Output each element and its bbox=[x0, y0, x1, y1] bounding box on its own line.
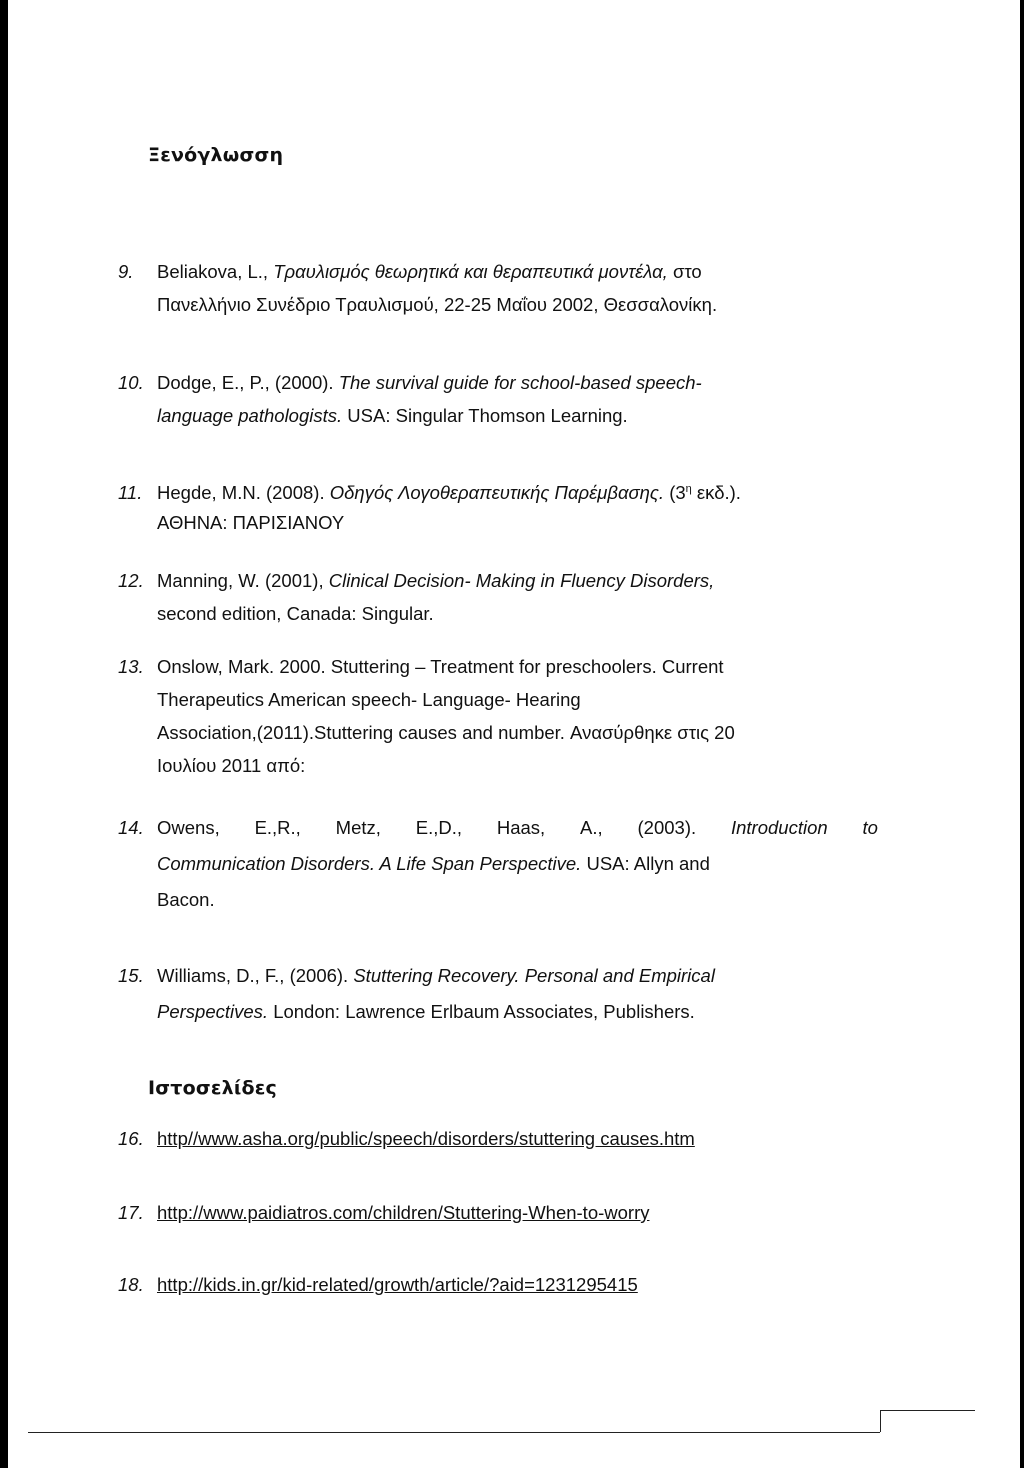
reference-13 bbox=[118, 650, 878, 782]
ref-author: Dodge, E., P., (2000). bbox=[157, 372, 334, 393]
ref-author: E.,D., bbox=[415, 817, 463, 838]
ref-text: Association,(2011).Stuttering causes and number. Ανασύρθηκε στις 20 bbox=[157, 722, 735, 743]
ref-publisher: ΑΘΗΝΑ: ΠΑΡΙΣΙΑΝΟΥ bbox=[157, 512, 345, 533]
ref-author: Owens, bbox=[157, 817, 220, 838]
ref-author: Manning, W. (2001), bbox=[157, 570, 324, 591]
ref-text: Πανελλήνιο Συνέδριο Τραυλισμού, 22-25 Μαΐου 2002, Θεσσαλονίκη. bbox=[157, 294, 718, 315]
ref-publisher: London: Lawrence Erlbaum Associates, Publishers. bbox=[273, 1001, 695, 1022]
ref-author: Beliakova, L., bbox=[157, 261, 269, 282]
ref-number: 9. bbox=[118, 261, 134, 282]
ref-number: 14. bbox=[118, 817, 144, 838]
ref-author: Williams, D., F., (2006). bbox=[157, 965, 349, 986]
document-page bbox=[8, 0, 1020, 1468]
reference-11 bbox=[118, 473, 878, 539]
ref-text: στο bbox=[672, 261, 702, 282]
ref-text: Therapeutics American speech- Language- Hearing bbox=[157, 689, 581, 710]
ref-text: Ιουλίου 2011 από: bbox=[157, 755, 306, 776]
footer-rule-bracket bbox=[880, 1410, 881, 1432]
reference-14 bbox=[118, 810, 878, 918]
reference-10 bbox=[118, 366, 878, 432]
reference-link[interactable]: http://www.paidiatros.com/children/Stuttering-When-to-worry bbox=[157, 1202, 650, 1223]
ref-title: Τραυλισμός θεωρητικά και θεραπευτικά μοντέλα, bbox=[273, 261, 668, 282]
reference-link[interactable]: http//www.asha.org/public/speech/disorders/stuttering causes.htm bbox=[157, 1128, 695, 1149]
ref-title: Introduction bbox=[730, 817, 828, 838]
ref-number: 10. bbox=[118, 372, 144, 393]
ref-author: Metz, bbox=[335, 817, 381, 838]
ref-number: 15. bbox=[118, 965, 144, 986]
section-heading-websites: Ιστοσελίδες bbox=[148, 1077, 277, 1099]
ref-title: language pathologists. bbox=[157, 405, 343, 426]
ref-text: Onslow, Mark. 2000. Stuttering – Treatment for preschoolers. Current bbox=[157, 656, 724, 677]
reference-12 bbox=[118, 564, 878, 630]
ref-title: Perspectives. bbox=[157, 1001, 269, 1022]
ref-publisher: USA: Allyn and bbox=[586, 853, 710, 874]
ref-number: 18. bbox=[118, 1274, 144, 1295]
ref-text: second edition, Canada: Singular. bbox=[157, 603, 434, 624]
section-heading-foreign: Ξενόγλωσση bbox=[148, 144, 284, 166]
reference-link[interactable]: http://kids.in.gr/kid-related/growth/article/?aid=1231295415 bbox=[157, 1274, 638, 1295]
ref-year: (2003). bbox=[637, 817, 697, 838]
ref-title: Stuttering Recovery. Personal and Empirical bbox=[353, 965, 715, 986]
footer-rule-top bbox=[880, 1410, 975, 1411]
ref-title: to bbox=[862, 817, 878, 838]
ref-number: 11. bbox=[118, 482, 143, 504]
ref-number: 16. bbox=[118, 1128, 144, 1149]
ref-author: Hegde, M.N. (2008). bbox=[157, 482, 325, 504]
ref-title: The survival guide for school-based speech- bbox=[338, 372, 702, 393]
ref-author: A., bbox=[580, 817, 603, 838]
reference-17 bbox=[118, 1196, 878, 1229]
ref-author: E.,R., bbox=[254, 817, 301, 838]
ref-title: Communication Disorders. A Life Span Perspective. bbox=[157, 853, 582, 874]
ref-number: 17. bbox=[118, 1202, 144, 1223]
ref-publisher: USA: Singular Thomson Learning. bbox=[347, 405, 628, 426]
footer-rule bbox=[28, 1432, 880, 1433]
ref-title: Οδηγός Λογοθεραπευτικής Παρέμβασης. bbox=[329, 482, 665, 504]
ref-title: Clinical Decision- Making in Fluency Disorders, bbox=[328, 570, 715, 591]
reference-18 bbox=[118, 1268, 878, 1301]
ref-number: 13. bbox=[118, 656, 144, 677]
reference-9 bbox=[118, 255, 878, 321]
ref-publisher: Bacon. bbox=[157, 889, 215, 910]
ref-number: 12. bbox=[118, 570, 144, 591]
ref-edition: ($3^\eta$ εκδ.). bbox=[669, 482, 741, 504]
reference-15 bbox=[118, 958, 878, 1030]
reference-16 bbox=[118, 1122, 878, 1155]
ref-author: Haas, bbox=[496, 817, 546, 838]
